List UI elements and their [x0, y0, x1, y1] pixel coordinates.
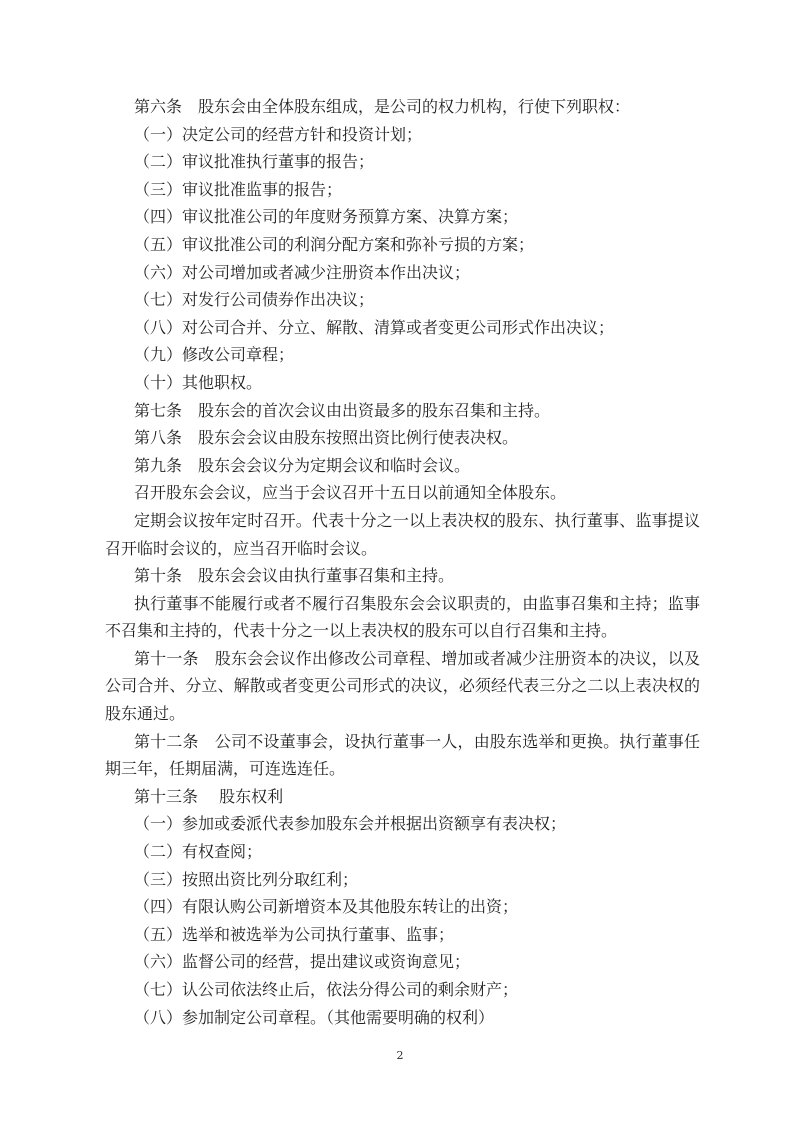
- article-11-line-2: 公司合并、分立、解散或者变更公司形式的决议，必须经代表三分之二以上表决权的: [105, 676, 700, 696]
- article-10-fallback-line-2: 不召集和主持的，代表十分之一以上表决权的股东可以自行召集和主持。: [105, 621, 618, 641]
- article-6-item-8: （八）对公司合并、分立、解散、清算或者变更公司形式作出决议；: [134, 317, 615, 337]
- article-6-item-1: （一）决定公司的经营方针和投资计划；: [134, 124, 423, 144]
- article-12-line-2: 期三年，任期届满，可连选连任。: [105, 759, 346, 779]
- page-number: 2: [396, 1049, 404, 1062]
- article-13-item-7: （七）认公司依法终止后，依法分得公司的剩余财产；: [134, 980, 519, 999]
- article-9-heading: 第九条 股东会会议分为定期会议和临时会议。: [134, 455, 471, 475]
- article-6-item-10: （十）其他职权。: [134, 372, 263, 392]
- article-6-item-9: （九）修改公司章程；: [134, 345, 295, 365]
- article-13-item-3: （三）按照出资比列分取红利；: [134, 869, 359, 889]
- article-12-line-1: 第十二条 公司不设董事会，设执行董事一人，由股东选举和更换。执行董事任: [134, 731, 700, 751]
- article-9-notice: 召开股东会会议，应当于会议召开十五日以前通知全体股东。: [134, 483, 567, 503]
- article-9-regular-line-2: 召开临时会议的，应当召开临时会议。: [105, 538, 378, 558]
- article-13-item-8: （八）参加制定公司章程。（其他需要明确的权利）: [134, 1007, 495, 1027]
- article-13-item-6: （六）监督公司的经营，提出建议或资询意见；: [134, 952, 471, 972]
- article-10-fallback-line-1: 执行董事不能履行或者不履行召集股东会会议职责的，由监事召集和主持；监事: [134, 593, 700, 613]
- article-13-item-1: （一）参加或委派代表参加股东会并根据出资额享有表决权；: [134, 814, 567, 834]
- article-6-item-4: （四）审议批准公司的年度财务预算方案、决算方案；: [134, 207, 519, 227]
- article-6-item-5: （五）审议批准公司的利润分配方案和弥补亏损的方案；: [134, 234, 535, 254]
- article-7: 第七条 股东会的首次会议由出资最多的股东召集和主持。: [134, 400, 551, 420]
- article-6-item-6: （六）对公司增加或者减少注册资本作出决议；: [134, 262, 471, 282]
- article-11-line-3: 股东通过。: [105, 704, 186, 724]
- document-body: [105, 93, 700, 1031]
- article-6-heading: 第六条 股东会由全体股东组成，是公司的权力机构，行使下列职权：: [134, 97, 631, 116]
- article-13-item-5: （五）选举和被选举为公司执行董事、监事；: [134, 924, 455, 944]
- article-9-regular-line-1: 定期会议按年定时召开。代表十分之一以上表决权的股东、执行董事、监事提议: [134, 510, 700, 530]
- article-10-heading: 第十条 股东会会议由执行董事召集和主持。: [134, 566, 455, 586]
- article-13-item-4: （四）有限认购公司新增资本及其他股东转让的出资；: [134, 897, 519, 917]
- article-11-line-1: 第十一条 股东会会议作出修改公司章程、增加或者减少注册资本的决议，以及: [134, 648, 700, 668]
- article-6-item-3: （三）审议批准监事的报告；: [134, 179, 343, 199]
- article-13-heading: 第十三条 股东权利: [134, 786, 284, 806]
- article-6-item-2: （二）审议批准执行董事的报告；: [134, 152, 375, 172]
- article-13-item-2: （二）有权查阅；: [134, 842, 263, 862]
- article-6-item-7: （七）对发行公司债券作出决议；: [134, 290, 375, 310]
- article-8: 第八条 股东会会议由股东按照出资比例行使表决权。: [134, 428, 519, 448]
